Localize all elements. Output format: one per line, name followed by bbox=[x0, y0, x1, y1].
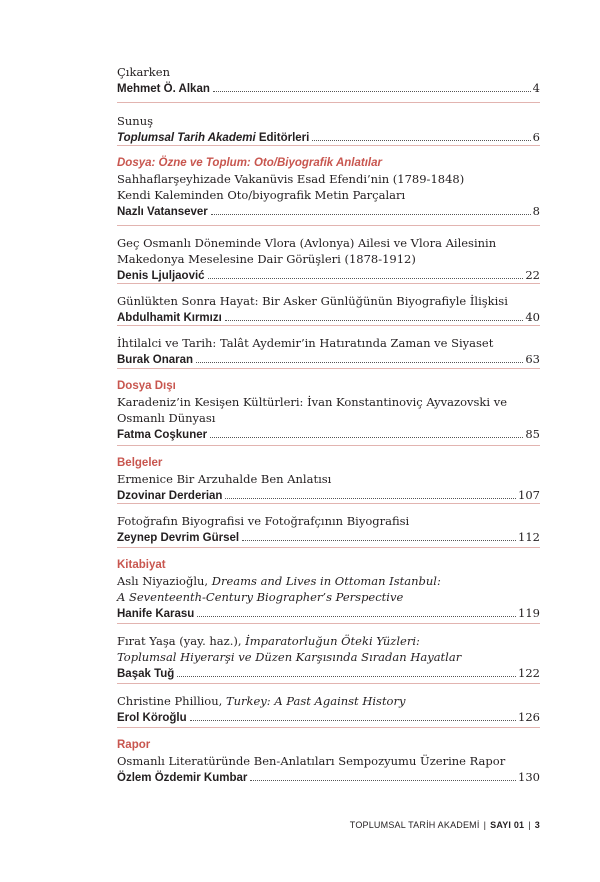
entry-author: Mehmet Ö. Alkan bbox=[117, 83, 210, 95]
entry-page: 119 bbox=[518, 606, 540, 620]
entry-author-row[interactable] bbox=[117, 769, 540, 786]
toc-section bbox=[117, 155, 540, 220]
leader-dots bbox=[242, 539, 516, 541]
entry-author-row bbox=[117, 309, 540, 326]
entry-page: 112 bbox=[518, 530, 540, 544]
entry-page: 126 bbox=[518, 710, 540, 724]
entry-title: Kendi Kaleminden Oto/biyografik Metin Parçaları bbox=[117, 188, 406, 202]
entry-author: Hanife Karasu bbox=[117, 608, 195, 620]
entry-author-row bbox=[117, 665, 540, 682]
entry-title: İhtilalci ve Tarih: Talât Aydemir’in Hatıratında Zaman ve Siyaset bbox=[117, 336, 494, 350]
toc-entry[interactable] bbox=[117, 235, 540, 284]
toc-section bbox=[117, 378, 540, 443]
section-divider bbox=[117, 727, 540, 728]
leader-dots bbox=[225, 497, 516, 499]
entry-author-row[interactable] bbox=[117, 487, 540, 504]
section-divider bbox=[117, 445, 540, 446]
entry-author: Dzovinar Derderian bbox=[117, 490, 223, 502]
entry-title: Fırat Yaşa (yay. haz.), İmparatorluğun Öteki Yüzleri: bbox=[117, 634, 420, 648]
entry-title: Fotoğrafın Biyografisi ve Fotoğrafçının Biyografisi bbox=[117, 514, 410, 528]
entry-author-row[interactable] bbox=[117, 426, 540, 443]
section-divider bbox=[117, 683, 540, 684]
entry-page: 22 bbox=[525, 268, 540, 282]
entry-author-row[interactable] bbox=[117, 203, 540, 220]
entry-page: 4 bbox=[532, 81, 540, 95]
leader-dots bbox=[190, 719, 516, 721]
entry-title: Ermenice Bir Arzuhalde Ben Anlatısı bbox=[117, 472, 332, 486]
entry-title: Makedonya Meselesine Dair Görüşleri (1878-1912) bbox=[117, 252, 416, 266]
entry-author: Zeynep Devrim Gürsel bbox=[117, 532, 240, 544]
entry-author: Burak Onaran bbox=[117, 354, 194, 366]
entry-page: 85 bbox=[525, 427, 540, 441]
page-footer: TOPLUMSAL TARİH AKADEMİ | SAYI 01 | 3 bbox=[349, 820, 540, 830]
section-divider bbox=[117, 102, 540, 103]
entry-page: 63 bbox=[525, 352, 540, 366]
page-number: 3 bbox=[534, 820, 540, 830]
entry-page: 130 bbox=[518, 770, 540, 784]
entry-author: Denis Ljuljaović bbox=[117, 270, 205, 282]
toc-section bbox=[117, 737, 540, 786]
entry-author-row bbox=[117, 129, 540, 146]
entry-author-row bbox=[117, 351, 540, 368]
entry-title: Christine Philliou, Turkey: A Past Against History bbox=[117, 694, 406, 708]
entry-page: 40 bbox=[525, 310, 540, 324]
section-divider bbox=[117, 145, 540, 146]
entry-author-row bbox=[117, 709, 540, 726]
section-heading: Dosya Dışı bbox=[117, 380, 176, 392]
leader-dots bbox=[197, 615, 516, 617]
entry-title: Geç Osmanlı Döneminde Vlora (Avlonya) Ailesi ve Vlora Ailesinin bbox=[117, 236, 497, 250]
leader-dots bbox=[196, 361, 523, 363]
entry-author-row bbox=[117, 267, 540, 284]
toc-section bbox=[117, 557, 540, 622]
entry-author-row bbox=[117, 80, 540, 97]
entry-page: 8 bbox=[532, 204, 540, 218]
entry-title: Sahhaflarşeyhizade Vakanüvis Esad Efendi’nin (1789-1848) bbox=[117, 172, 465, 186]
section-divider bbox=[117, 547, 540, 548]
toc-section bbox=[117, 455, 540, 504]
entry-title: Günlükten Sonra Hayat: Bir Asker Günlüğünün Biyografiyle İlişkisi bbox=[117, 294, 508, 308]
section-heading: Rapor bbox=[117, 739, 151, 751]
toc-entry[interactable] bbox=[117, 513, 540, 546]
entry-author: Nazlı Vatansever bbox=[117, 206, 208, 218]
entry-page: 107 bbox=[518, 488, 540, 502]
entry-author: Erol Köroğlu bbox=[117, 712, 187, 724]
entry-title: Karadeniz’in Kesişen Kültürleri: İvan Konstantinoviç Ayvazovski ve bbox=[117, 395, 508, 409]
leader-dots bbox=[211, 213, 531, 215]
entry-title: Aslı Niyazioğlu, Dreams and Lives in Ottoman Istanbul: bbox=[117, 574, 441, 588]
toc-entry[interactable] bbox=[117, 335, 540, 368]
section-heading: Dosya: Özne ve Toplum: Oto/Biyografik Anlatılar bbox=[117, 157, 382, 169]
entry-author: Toplumsal Tarih Akademi Editörleri bbox=[117, 132, 310, 144]
entry-author: Başak Tuğ bbox=[117, 668, 175, 680]
section-divider bbox=[117, 283, 540, 284]
section-divider bbox=[117, 503, 540, 504]
section-divider bbox=[117, 225, 540, 226]
toc-entry[interactable] bbox=[117, 293, 540, 326]
leader-dots bbox=[312, 139, 530, 141]
entry-title: A Seventeenth-Century Biographer’s Perspective bbox=[117, 590, 404, 604]
leader-dots bbox=[250, 779, 516, 781]
entry-title: Çıkarken bbox=[117, 65, 170, 79]
leader-dots bbox=[225, 319, 524, 321]
entry-author: Fatma Coşkuner bbox=[117, 429, 208, 441]
leader-dots bbox=[213, 90, 531, 92]
section-heading: Kitabiyat bbox=[117, 559, 166, 571]
entry-title: Osmanlı Dünyası bbox=[117, 411, 216, 425]
leader-dots bbox=[208, 277, 524, 279]
section-heading: Belgeler bbox=[117, 457, 163, 469]
issue-number: SAYI 01 bbox=[490, 820, 525, 830]
entry-author: Özlem Özdemir Kumbar bbox=[117, 772, 248, 784]
entry-title: Sunuş bbox=[117, 114, 153, 128]
entry-title: Osmanlı Literatüründe Ben-Anlatıları Sempozyumu Üzerine Rapor bbox=[117, 754, 506, 768]
toc-entry[interactable] bbox=[117, 64, 540, 97]
section-divider bbox=[117, 623, 540, 624]
section-divider bbox=[117, 368, 540, 369]
toc-entry[interactable] bbox=[117, 633, 540, 682]
entry-page: 6 bbox=[532, 130, 540, 144]
toc-entry[interactable] bbox=[117, 693, 540, 726]
entry-author-row bbox=[117, 529, 540, 546]
leader-dots bbox=[177, 675, 516, 677]
entry-author-row[interactable] bbox=[117, 605, 540, 622]
journal-name: TOPLUMSAL TARİH AKADEMİ bbox=[349, 820, 480, 830]
toc-entry[interactable] bbox=[117, 113, 540, 146]
entry-author: Abdulhamit Kırmızı bbox=[117, 312, 222, 324]
leader-dots bbox=[210, 436, 523, 438]
entry-page: 122 bbox=[518, 666, 540, 680]
section-divider bbox=[117, 325, 540, 326]
entry-title: Toplumsal Hiyerarşi ve Düzen Karşısında Sıradan Hayatlar bbox=[117, 650, 462, 664]
